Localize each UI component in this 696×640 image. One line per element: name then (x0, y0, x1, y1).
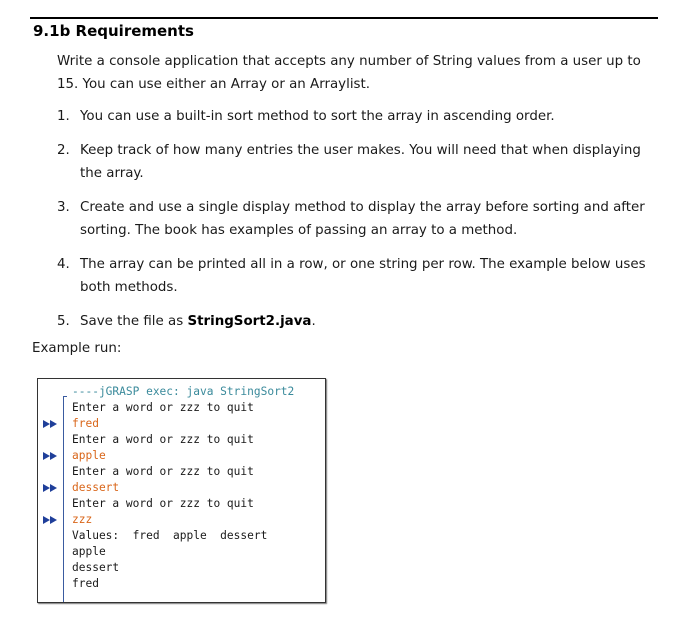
requirement-text-after: . (311, 314, 316, 329)
requirement-text: You can use a built-in sort method to sort the array in ascending order. (80, 109, 555, 124)
requirement-item-3 (57, 196, 657, 242)
requirement-item-2 (57, 139, 657, 185)
console-header-line: ----jGRASP exec: java StringSort2 (72, 385, 295, 398)
gutter-tick (63, 396, 67, 397)
input-arrow-icon (41, 483, 61, 493)
requirement-text: The array can be printed all in a row, or one string per row. The example below uses both methods. (80, 257, 646, 295)
requirement-number: 1. (57, 109, 70, 124)
requirement-number: 5. (57, 314, 70, 329)
requirement-number: 2. (57, 143, 70, 158)
filename: StringSort2.java (187, 314, 312, 329)
console-output-line: Enter a word or zzz to quit (72, 465, 254, 478)
console-output-line: Enter a word or zzz to quit (72, 401, 254, 414)
requirement-text: Keep track of how many entries the user makes. You will need that when displaying the array. (80, 143, 641, 181)
console-output-line: Enter a word or zzz to quit (72, 497, 254, 510)
requirements-list (57, 105, 657, 344)
requirement-text: Create and use a single display method to display the array before sorting and after sorting. The book has examples of passing an array to a method. (80, 200, 645, 238)
gutter-line (63, 396, 64, 602)
requirement-number: 4. (57, 257, 70, 272)
input-arrow-icon (41, 451, 61, 461)
input-arrow-icon (41, 515, 61, 525)
input-arrow-icon (41, 419, 61, 429)
console-output-line: dessert (72, 561, 120, 574)
requirement-item-4 (57, 253, 657, 299)
requirement-text (80, 314, 316, 329)
console-input-line: apple (72, 449, 106, 462)
example-label: Example run: (32, 341, 122, 356)
console-output-line: fred (72, 577, 99, 590)
requirement-text-before: Save the file as (80, 314, 188, 329)
console-window (37, 378, 326, 603)
section-title: 9.1b Requirements (33, 22, 194, 40)
console-output-line: Enter a word or zzz to quit (72, 433, 254, 446)
requirement-item-5 (57, 310, 657, 333)
console-input-line: zzz (72, 513, 93, 526)
intro-paragraph: Write a console application that accepts any number of String values from a user up to 15. You can use either an Array or an Arraylist. (57, 54, 641, 92)
console-output (72, 384, 294, 592)
requirement-item-1 (57, 105, 657, 128)
requirement-number: 3. (57, 200, 70, 215)
console-input-line: dessert (72, 481, 120, 494)
header-rule (30, 17, 658, 19)
console-output-line: Values: fred apple dessert (72, 529, 268, 542)
console-input-line: fred (72, 417, 99, 430)
console-output-line: apple (72, 545, 106, 558)
